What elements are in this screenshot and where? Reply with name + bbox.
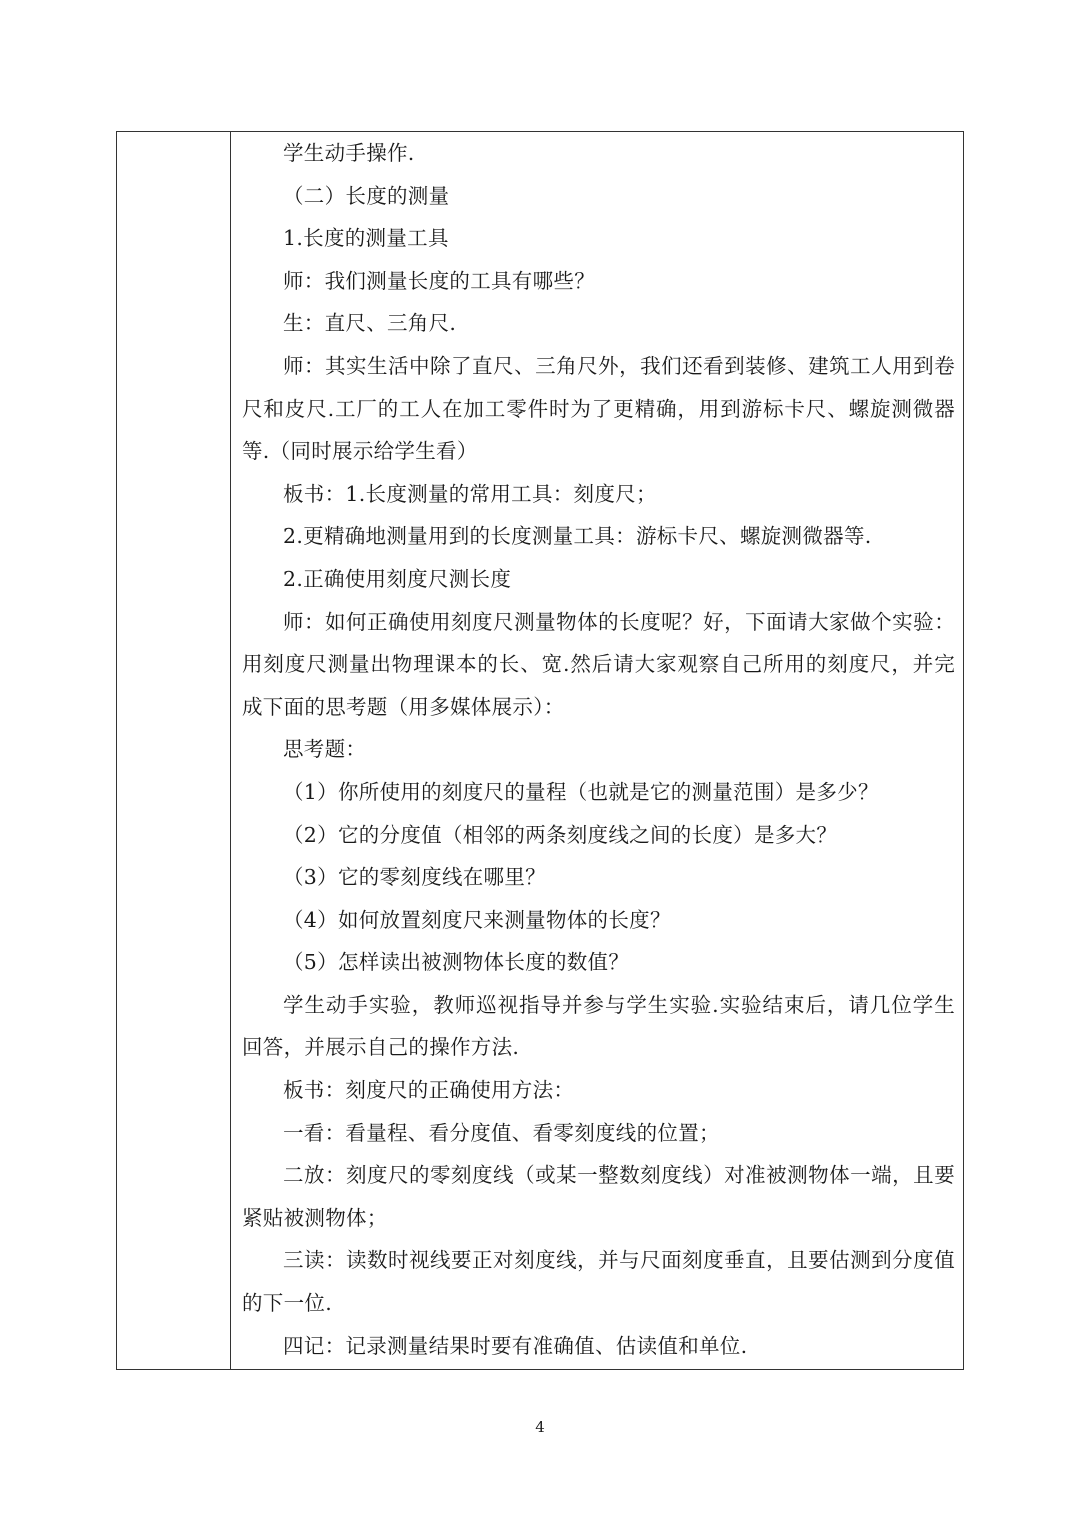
paragraph: 师：其实生活中除了直尺、三角尺外，我们还看到装修、建筑工人用到卷尺和皮尺.工厂的工人在加工零件时为了更精确，用到游标卡尺、螺旋测微器等.（同时展示给学生看） xyxy=(242,353,955,464)
question-item: （5）怎样读出被测物体长度的数值？ xyxy=(283,950,630,975)
paragraph: 一看：看量程、看分度值、看零刻度线的位置； xyxy=(283,1120,720,1145)
subsection-heading: 2.正确使用刻度尺测长度 xyxy=(283,566,512,591)
paragraph: 板书：刻度尺的正确使用方法： xyxy=(283,1078,575,1103)
paragraph: 师：如何正确使用刻度尺测量物体的长度呢？好，下面请大家做个实验：用刻度尺测量出物理课本的长、宽.然后请大家观察自己所用的刻度尺，并完成下面的思考题（用多媒体展示）： xyxy=(242,609,955,719)
paragraph: 板书：1.长度测量的常用工具：刻度尺； xyxy=(283,481,657,506)
paragraph: 思考题： xyxy=(283,737,367,762)
paragraph: 学生动手实验，教师巡视指导并参与学生实验.实验结束后，请几位学生回答，并展示自己的操作方法. xyxy=(242,992,955,1060)
paragraph: 二放：刻度尺的零刻度线（或某一整数刻度线）对准被测物体一端，且要紧贴被测物体； xyxy=(242,1163,955,1230)
question-item: （3）它的零刻度线在哪里？ xyxy=(283,865,546,890)
paragraph: 三读：读数时视线要正对刻度线，并与尺面刻度垂直，且要估测到分度值的下一位. xyxy=(242,1248,955,1316)
question-item: （1）你所使用的刻度尺的量程（也就是它的测量范围）是多少？ xyxy=(283,779,879,804)
paragraph: 四记：记录测量结果时要有准确值、估读值和单位. xyxy=(283,1333,748,1358)
question-item: （2）它的分度值（相邻的两条刻度线之间的长度）是多大？ xyxy=(283,822,838,847)
lesson-table xyxy=(116,131,964,1370)
table-content-column xyxy=(231,132,963,1369)
section-heading: （二）长度的测量 xyxy=(283,183,450,208)
paragraph: 师：我们测量长度的工具有哪些？ xyxy=(283,268,595,293)
paragraph: 生：直尺、三角尺. xyxy=(283,311,457,336)
question-item: （4）如何放置刻度尺来测量物体的长度？ xyxy=(283,907,671,932)
paragraph: 2.更精确地测量用到的长度测量工具：游标卡尺、螺旋测微器等. xyxy=(283,524,872,549)
page-number: 4 xyxy=(535,1418,545,1436)
table-left-column xyxy=(117,132,231,1369)
subsection-heading: 1.长度的测量工具 xyxy=(283,226,449,251)
paragraph: 学生动手操作. xyxy=(283,141,415,165)
